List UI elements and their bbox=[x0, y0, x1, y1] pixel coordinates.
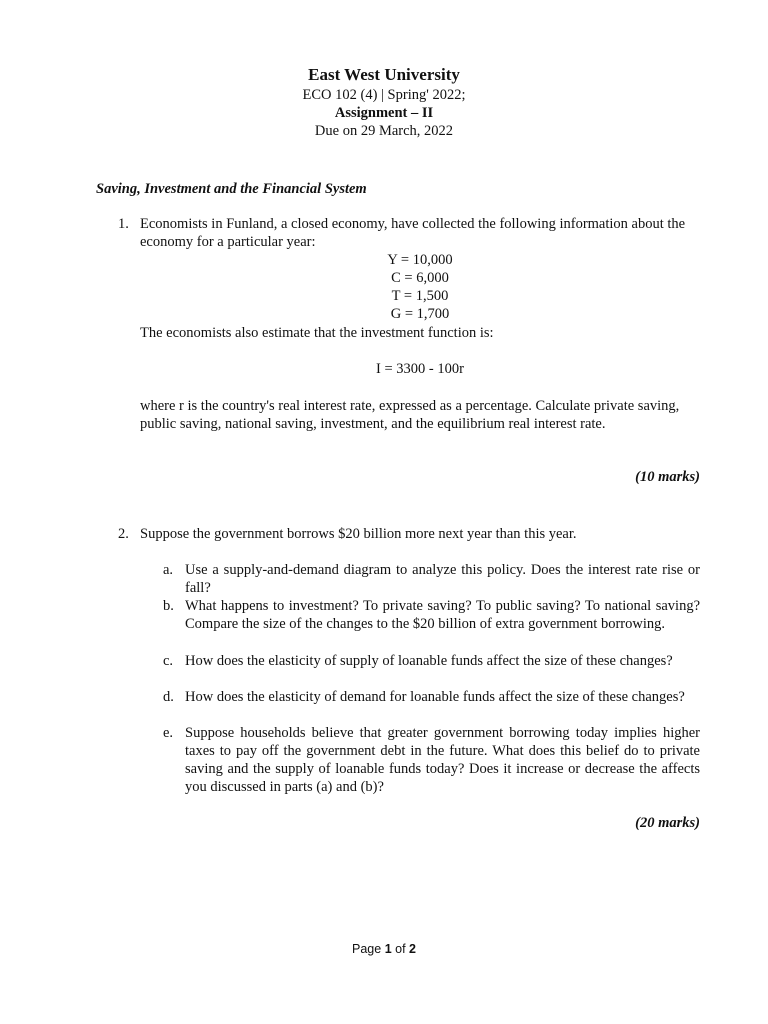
question-1-number: 1. bbox=[118, 216, 129, 232]
question-1-marks: (10 marks) bbox=[635, 469, 700, 485]
university-name: East West University bbox=[308, 65, 460, 84]
part-text: What happens to investment? To private saving? To public saving? To national saving? Compare the size of the changes to the $20 billion of extra government borrowing. bbox=[185, 598, 700, 632]
course-info: ECO 102 (4) | Spring' 2022; bbox=[302, 87, 466, 103]
part-text: How does the elasticity of demand for loanable funds affect the size of these changes? bbox=[185, 689, 685, 705]
section-title: Saving, Investment and the Financial System bbox=[96, 181, 367, 197]
equation-g: G = 1,700 bbox=[390, 306, 450, 322]
question-2-number: 2. bbox=[118, 526, 129, 542]
due-date: Due on 29 March, 2022 bbox=[314, 123, 454, 139]
equation-t: T = 1,500 bbox=[391, 288, 449, 304]
question-2-marks: (20 marks) bbox=[635, 815, 700, 831]
question-1-intro: Economists in Funland, a closed economy, have collected the following information about the economy for a particular year: bbox=[140, 216, 686, 250]
part-letter: e. bbox=[163, 725, 174, 741]
question-1-task: where r is the country's real interest rate, expressed as a percentage. Calculate private saving, public saving, national saving, investment, and the equilibrium real interest rate. bbox=[140, 398, 680, 432]
investment-intro: The economists also estimate that the investment function is: bbox=[140, 325, 494, 341]
part-text: Use a supply-and-demand diagram to analyze this policy. Does the interest rate rise or fall? bbox=[185, 562, 700, 596]
page-current: 1 bbox=[384, 942, 392, 956]
page-label: Page bbox=[352, 942, 382, 956]
page-footer bbox=[0, 942, 768, 956]
assignment-title: Assignment – II bbox=[334, 105, 434, 121]
page-total: 2 bbox=[409, 942, 416, 956]
part-text: Suppose households believe that greater government borrowing today implies higher taxes to pay off the government debt in the future. What does this belief do to private saving and the supply of loanable funds today? Does it increase or decrease the affects you discussed in parts (a) and (b)? bbox=[185, 725, 700, 795]
part-letter: a. bbox=[163, 562, 174, 578]
part-letter: b. bbox=[163, 598, 174, 614]
investment-function: I = 3300 - 100r bbox=[376, 361, 464, 377]
of-label: of bbox=[395, 942, 406, 956]
question-2-intro: Suppose the government borrows $20 billion more next year than this year. bbox=[140, 526, 577, 542]
equation-c: C = 6,000 bbox=[391, 270, 449, 286]
part-letter: d. bbox=[163, 689, 174, 705]
document-header bbox=[0, 64, 768, 140]
equation-y: Y = 10,000 bbox=[387, 252, 453, 268]
part-letter: c. bbox=[163, 653, 174, 669]
part-text: How does the elasticity of supply of loanable funds affect the size of these changes? bbox=[185, 653, 673, 669]
